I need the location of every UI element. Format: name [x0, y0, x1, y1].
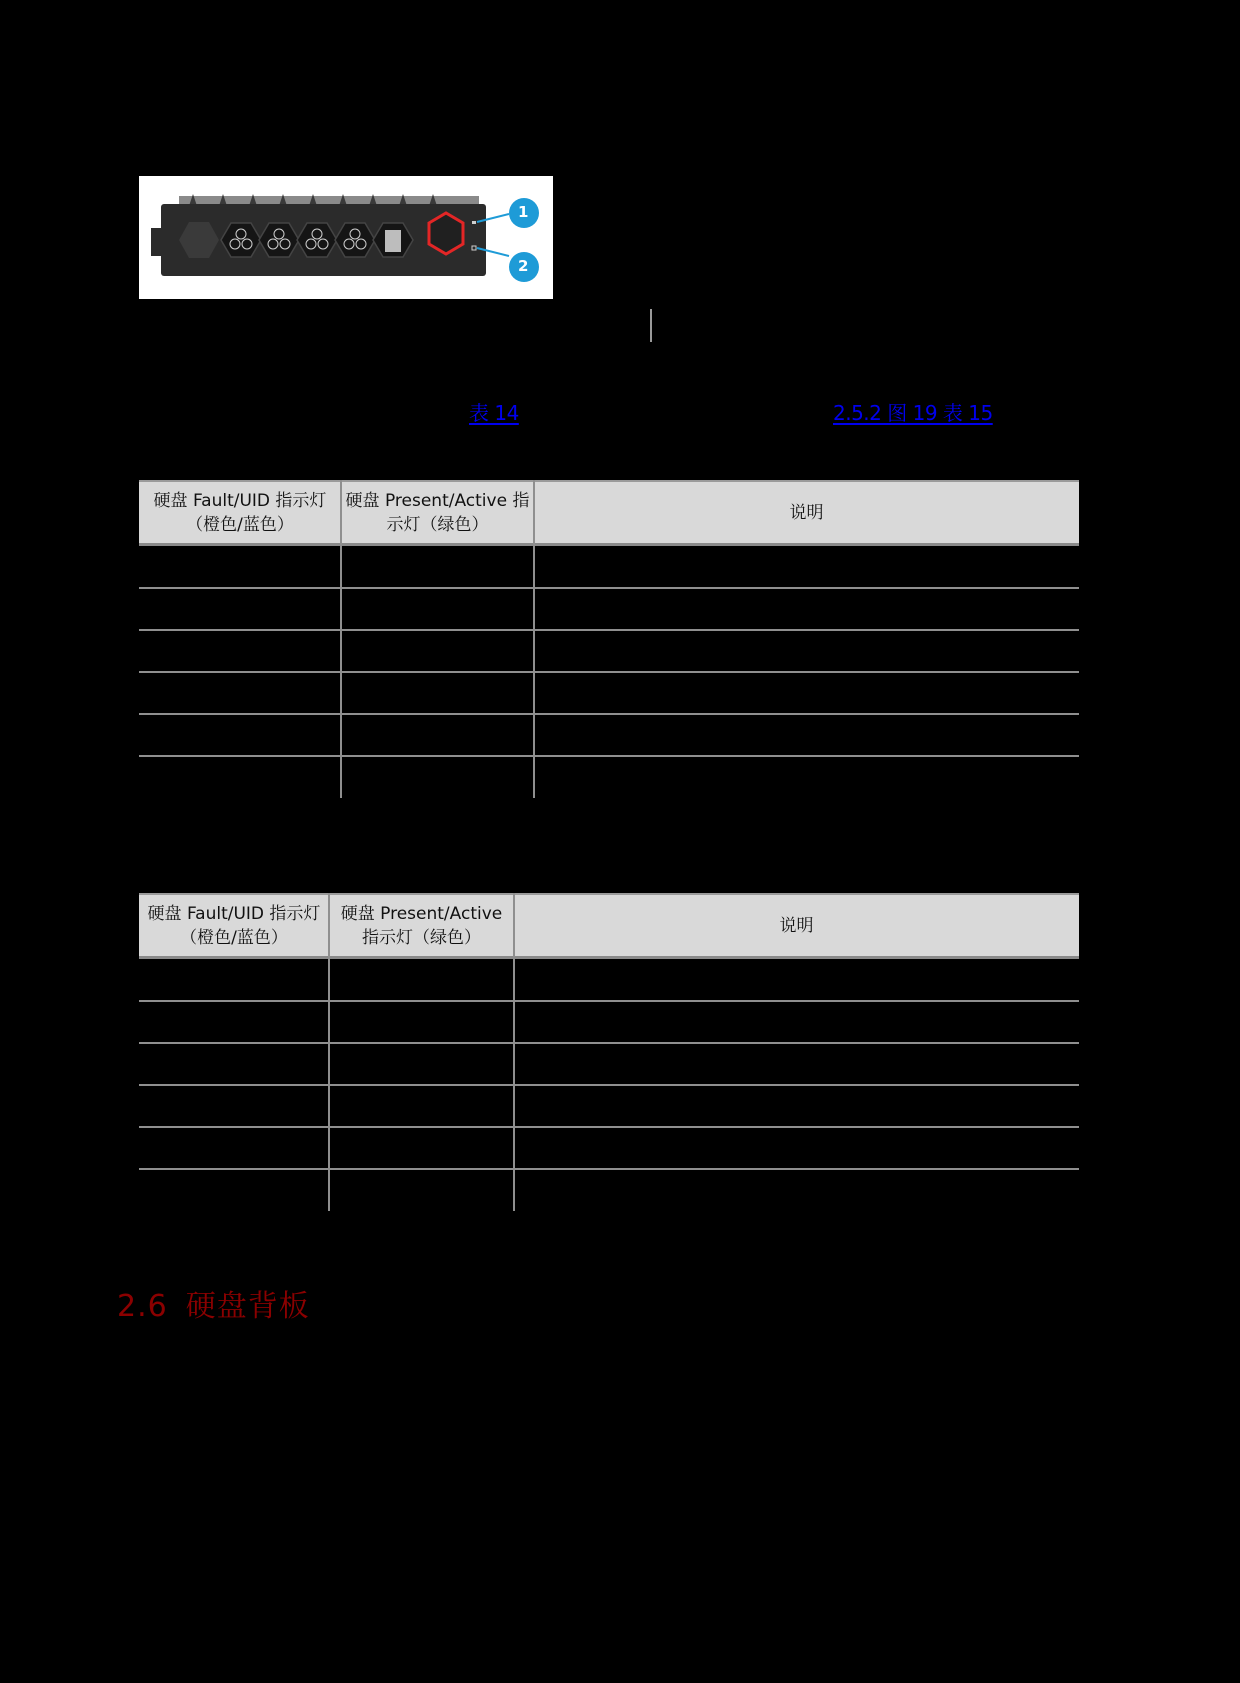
- table-row: [139, 756, 1079, 798]
- hdd-front-panel-image: [139, 176, 553, 299]
- table-row: [139, 1043, 1079, 1085]
- cell-fault-uid: [139, 1085, 327, 1127]
- cell-present-active: [342, 546, 532, 588]
- table-row: [139, 672, 1079, 714]
- cell-fault-uid: [139, 959, 327, 1001]
- section-heading: [117, 1281, 310, 1325]
- cell-fault-uid: [139, 1001, 327, 1043]
- table-row: [139, 630, 1079, 672]
- callout-1-label: 1: [518, 203, 529, 221]
- cell-description: [535, 546, 1075, 588]
- table-row: [139, 588, 1079, 630]
- cell-present-active: [342, 588, 532, 630]
- table-row: [139, 1169, 1079, 1211]
- column-header-fault-uid-led: 硬盘 Fault/UID 指示灯（橙色/蓝色）: [153, 490, 327, 535]
- column-header-description: 说明: [789, 502, 824, 523]
- table-row: [139, 959, 1079, 1001]
- column-header-description: 说明: [779, 915, 814, 936]
- cell-present-active: [330, 1169, 512, 1211]
- cell-fault-uid: [139, 1043, 327, 1085]
- cell-fault-uid: [139, 1127, 327, 1169]
- cell-description: [535, 672, 1075, 714]
- table-row: [139, 546, 1079, 588]
- cell-description: [515, 1127, 1075, 1169]
- table-header: [139, 480, 1079, 546]
- callout-2-label: 2: [518, 257, 529, 275]
- table-header: [139, 893, 1079, 959]
- cell-present-active: [330, 1127, 512, 1169]
- cell-description: [535, 756, 1075, 798]
- led-status-table-2: [139, 893, 1079, 1211]
- section-title: 硬盘背板: [185, 1289, 310, 1324]
- drive-panel-figure: [139, 176, 553, 299]
- cell-fault-uid: [139, 588, 339, 630]
- cell-fault-uid: [139, 672, 339, 714]
- cell-description: [515, 1085, 1075, 1127]
- column-header-fault-uid-led: 硬盘 Fault/UID 指示灯（橙色/蓝色）: [147, 903, 321, 948]
- cell-present-active: [330, 1001, 512, 1043]
- table-row: [139, 1001, 1079, 1043]
- column-header-present-active-led: 硬盘 Present/Active 指示灯（绿色）: [345, 490, 530, 535]
- table-row: [139, 1127, 1079, 1169]
- column-header-present-active-led: 硬盘 Present/Active 指示灯（绿色）: [340, 903, 503, 948]
- cell-present-active: [342, 630, 532, 672]
- cell-present-active: [330, 959, 512, 1001]
- table-row: [139, 714, 1079, 756]
- cell-fault-uid: [139, 1169, 327, 1211]
- cell-description: [515, 1001, 1075, 1043]
- section-number: 2.6: [117, 1289, 168, 1324]
- cell-fault-uid: [139, 546, 339, 588]
- cell-present-active: [330, 1085, 512, 1127]
- cell-fault-uid: [139, 714, 339, 756]
- cell-present-active: [342, 756, 532, 798]
- table-14-link[interactable]: 表 14: [469, 401, 519, 425]
- cell-description: [515, 1169, 1075, 1211]
- cell-present-active: [342, 672, 532, 714]
- cell-fault-uid: [139, 756, 339, 798]
- cell-present-active: [342, 714, 532, 756]
- cell-present-active: [330, 1043, 512, 1085]
- cell-fault-uid: [139, 630, 339, 672]
- cell-description: [515, 959, 1075, 1001]
- caption-separator: [650, 309, 652, 342]
- section-2-5-2-figure-19-table-15-link[interactable]: 2.5.2 图 19 表 15: [833, 401, 993, 425]
- cell-description: [515, 1043, 1075, 1085]
- led-status-table-1: [139, 480, 1079, 798]
- cell-description: [535, 714, 1075, 756]
- cell-description: [535, 630, 1075, 672]
- table-row: [139, 1085, 1079, 1127]
- cell-description: [535, 588, 1075, 630]
